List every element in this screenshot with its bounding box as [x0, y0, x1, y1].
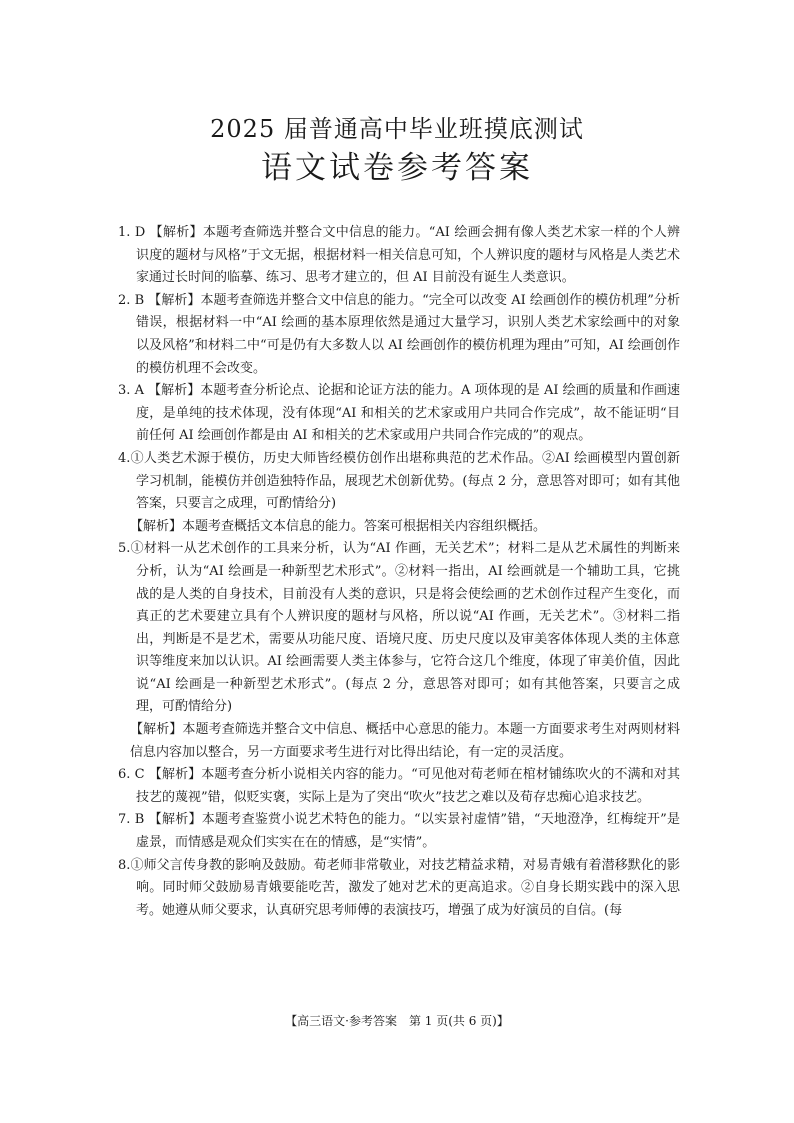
- answer-item-4: 4.①人类艺术源于模仿，历史大师皆经模仿创作出堪称典范的艺术作品。②AI 绘画模型内置创新学习机制，能模仿并创造独特作品，展现艺术创新优势。(每点 2 分，意思答对即可；如有其他答案，只要言之成理，可酌情给分): [118, 450, 680, 512]
- answer-item-1: 1. D 【解析】本题考查筛选并整合文中信息的能力。“AI 绘画会拥有像人类艺术家一样的个人辨识度的题材与风格”于文无据，根据材料一相关信息可知，个人辨识度的题材与风格是人类艺术家通过长时间的临摹、练习、思考才建立的，但 AI 目前没有诞生人类意识。: [118, 225, 680, 286]
- answer-key-title: 语文试卷参考答案: [261, 150, 533, 186]
- answer-item-4-analysis: 【解析】本题考查概括文本信息的能力。答案可根据相关内容组织概括。: [130, 518, 547, 534]
- answer-item-5: 5.①材料一从艺术创作的工具来分析，认为“AI 作画，无关艺术”；材料二是从艺术属性的判断来分析，认为“AI 绘画是一种新型艺术形式”。②材料一指出，AI 绘画就是一个辅助工具，它挑战的是人类的自身技术，目前没有人类的意识，只是将会使绘画的艺术创作过程产生变化，而真正的艺术要建立具有个人辨识度的题材与风格，所以说“AI 作画，无关艺术”。③材料二指出，判断是不是艺术，需要从功能尺度、语境尺度、历史尺度以及审美客体体现人类的主体意识等维度来加以认识。AI 绘画需要人类主体参与，它符合这几个维度，体现了审美价值，因此说“AI 绘画是一种新型艺术形式”。(每点 2 分，意思答对即可；如有其他答案，只要言之成理，可酌情给分): [118, 541, 680, 715]
- answer-list: [118, 222, 680, 922]
- answer-item-3: 3. A 【解析】本题考查分析论点、论据和论证方法的能力。A 项体现的是 AI 绘画的质量和作画速度，是单纯的技术体现，没有体现“AI 和相关的艺术家或用户共同合作完成”，故不能证明“目前任何 AI 绘画创作都是由 AI 和相关的艺术家或用户共同合作完成的”的观点。: [118, 383, 680, 444]
- answer-item-2: 2. B 【解析】本题考查筛选并整合文中信息的能力。“完全可以改变 AI 绘画创作的模仿机理”分析错误，根据材料一中“AI 绘画的基本原理依然是通过大量学习，识别人类艺术家绘画中的对象以及风格”和材料二中“可是仍有大多数人以 AI 绘画创作的模仿机理为理由”可知，AI 绘画创作的模仿机理不会改变。: [118, 292, 680, 376]
- answer-item-6: 6. C 【解析】本题考查分析小说相关内容的能力。“可见他对荀老师在棺材铺练吹火的不满和对其技艺的蔑视”错，似贬实褒，实际上是为了突出“吹火”技艺之难以及荀存忠痴心追求技艺。: [118, 767, 680, 805]
- answer-item-5-analysis: 【解析】本题考查筛选并整合文中信息、概括中心意思的能力。本题一方面要求考生对两则材料信息内容加以整合，另一方面要求考生进行对比得出结论，有一定的灵活度。: [130, 722, 680, 760]
- page-footer: 【高三语文·参考答案 第 1 页(共 6 页)】: [285, 1014, 509, 1028]
- answer-item-8: 8.①师父言传身教的影响及鼓励。荀老师非常敬业，对技艺精益求精，对易青娥有着潜移默化的影响。同时师父鼓励易青娥要能吃苦，激发了她对艺术的更高追求。②自身长期实践中的深入思考。她遵从师父要求，认真研究思考师傅的表演技巧，增强了成为好演员的自信。(每: [118, 857, 680, 918]
- answer-item-7: 7. B 【解析】本题考查鉴赏小说艺术特色的能力。“以实景衬虚情”错，“天地澄净，红梅绽开”是虚景，而情感是观众们实实在在的情感，是“实情”。: [118, 812, 680, 851]
- exam-title: 2025 届普通高中毕业班摸底测试: [210, 115, 584, 143]
